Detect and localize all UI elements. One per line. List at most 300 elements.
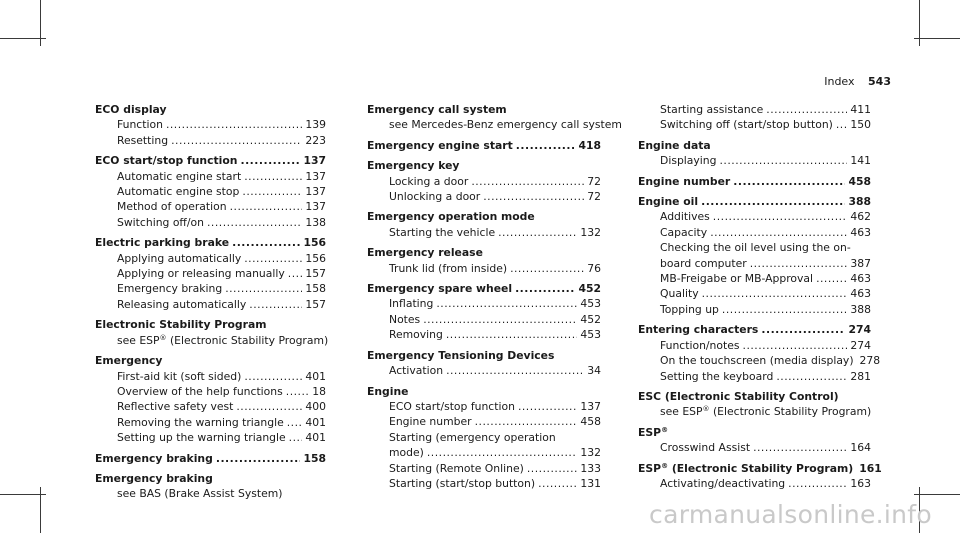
page-ref[interactable]: 156 (305, 251, 326, 265)
index-entry (638, 174, 871, 189)
index-subentry (367, 174, 601, 189)
dot-leader (538, 476, 577, 491)
entry-text: Engine (367, 384, 409, 398)
page-ref[interactable]: 137 (580, 399, 601, 413)
entry-label (117, 415, 284, 430)
page-ref[interactable]: 157 (305, 297, 326, 311)
entry-label (367, 348, 554, 363)
entry-text: Notes (389, 312, 421, 326)
index-subentry (367, 414, 601, 429)
entry-text: Applying or releasing manually (117, 267, 285, 281)
dot-leader (701, 194, 845, 209)
entry-label (638, 138, 711, 153)
entry-text: Quality (660, 287, 699, 301)
page-ref[interactable]: 137 (305, 200, 326, 214)
entry-label (389, 117, 622, 132)
entry-label (117, 281, 222, 296)
entry-label (95, 153, 237, 168)
index-subentry (638, 338, 871, 353)
dot-leader (788, 476, 847, 491)
entry-label (367, 102, 507, 117)
entry-label (95, 317, 267, 332)
page-ref[interactable]: 138 (305, 215, 326, 229)
index-heading (638, 138, 871, 153)
dot-leader (516, 138, 576, 153)
entry-text: Engine data (638, 138, 711, 152)
entry-label (117, 117, 163, 132)
entry-text: MB-Freigabe or MB-Approval (660, 272, 814, 286)
header-label: Index (824, 75, 855, 88)
page-ref[interactable]: 18 (312, 384, 326, 398)
index-subentry (638, 240, 871, 255)
dot-leader (720, 153, 848, 168)
entry-text: Emergency operation mode (367, 210, 535, 224)
page-ref[interactable]: 161 (859, 461, 882, 475)
entry-text: ECO start/stop function (389, 399, 515, 413)
entry-label (660, 353, 854, 368)
entry-text: Method of operation (117, 200, 227, 214)
entry-label (660, 153, 717, 168)
entry-text: Switching off (start/stop button) (660, 118, 833, 132)
dot-leader (743, 338, 848, 353)
entry-label (660, 338, 740, 353)
dot-leader (287, 415, 303, 430)
dot-leader (242, 184, 302, 199)
entry-text: mode) (389, 446, 424, 460)
index-heading (638, 194, 871, 209)
index-subentry (95, 281, 326, 296)
entry-label (389, 363, 443, 378)
entry-text: Emergency Tensioning Devices (367, 348, 555, 362)
index-heading (367, 245, 601, 260)
index-subentry (95, 297, 326, 312)
entry-label (389, 225, 495, 240)
entry-label (367, 158, 459, 173)
dot-leader (713, 209, 848, 224)
index-entry (95, 102, 326, 148)
index-subentry (638, 225, 871, 240)
page-ref[interactable]: 462 (850, 210, 871, 224)
page-ref[interactable]: 278 (859, 354, 881, 368)
index-column-2 (367, 102, 622, 496)
entry-text: Emergency braking (95, 451, 213, 465)
index-subentry (367, 296, 601, 311)
entry-label (117, 169, 241, 184)
index-subentry (367, 312, 601, 327)
index-subentry (638, 369, 871, 384)
page-ref[interactable]: 141 (850, 154, 871, 168)
index-column-3 (638, 102, 882, 496)
index-heading (638, 389, 871, 404)
entry-text: First-aid kit (soft sided) (117, 369, 242, 383)
index-subentry (367, 430, 601, 445)
entry-label (367, 138, 513, 153)
index-entry (95, 153, 326, 230)
page-ref[interactable]: 274 (848, 323, 871, 337)
entry-text: see ESP (660, 405, 703, 419)
index-subentry (638, 271, 871, 286)
index-heading (638, 322, 871, 337)
index-subentry (95, 399, 326, 414)
index-subentry (95, 169, 326, 184)
dot-leader (423, 312, 577, 327)
entry-text: Overview of the help functions (117, 384, 283, 398)
dot-leader (288, 266, 303, 281)
index-subentry (367, 261, 601, 276)
page-ref[interactable]: 418 (578, 138, 601, 152)
page-number: 543 (868, 75, 891, 88)
index-heading (638, 461, 882, 476)
entry-label (660, 476, 785, 491)
index-subentry (95, 486, 326, 501)
page-ref[interactable]: 72 (587, 190, 601, 204)
dot-leader (166, 117, 302, 132)
entry-text: Function/notes (660, 338, 740, 352)
index-subentry (638, 476, 871, 491)
entry-label (367, 384, 409, 399)
index-subentry (95, 199, 326, 214)
dot-leader (483, 189, 584, 204)
entry-text: Automatic engine stop (117, 185, 240, 199)
entry-text: Capacity (660, 225, 708, 239)
entry-text: Setting the keyboard (660, 369, 774, 383)
index-heading (95, 317, 326, 332)
page-ref[interactable]: 139 (305, 118, 326, 132)
index-heading (367, 348, 601, 363)
entry-label (95, 471, 213, 486)
index-subentry (95, 369, 326, 384)
index-entry (367, 384, 601, 492)
index-entry (638, 425, 871, 456)
index-subentry (95, 215, 326, 230)
dot-leader (216, 451, 301, 466)
page-ref[interactable]: 158 (305, 282, 326, 296)
index-entry (638, 461, 882, 492)
page-ref[interactable]: 388 (848, 195, 871, 209)
dot-leader (236, 399, 302, 414)
entry-text: Locking a door (389, 174, 469, 188)
entry-text: Trunk lid (from inside) (389, 261, 508, 275)
index-subentry (95, 333, 329, 348)
index-heading (95, 451, 326, 466)
entry-text: Releasing automatically (117, 297, 247, 311)
entry-label (117, 266, 285, 281)
dot-leader (722, 302, 847, 317)
page-ref[interactable]: 137 (303, 154, 326, 168)
dot-leader (753, 440, 847, 455)
index-subentry (638, 153, 871, 168)
page-ref[interactable]: 132 (580, 225, 601, 239)
index-entry (95, 471, 326, 502)
entry-text: Emergency release (367, 246, 483, 260)
entry-label (117, 430, 286, 445)
entry-text: ESC (Electronic Stability Control) (638, 389, 839, 403)
page-ref[interactable]: 76 (587, 261, 601, 275)
page-ref[interactable]: 388 (850, 302, 871, 316)
page-ref[interactable]: 400 (305, 400, 326, 414)
dot-leader (836, 117, 848, 132)
page-ref[interactable]: 401 (305, 369, 326, 383)
index-entry (638, 194, 871, 317)
entry-text: Electric parking brake (95, 236, 230, 250)
index-entry (95, 235, 326, 312)
index-heading (367, 138, 601, 153)
entry-label (660, 440, 750, 455)
entry-text: Removing the warning triangle (117, 415, 284, 429)
entry-text: Reflective safety vest (117, 400, 234, 414)
index-subentry (638, 440, 871, 455)
page-ref[interactable]: 132 (580, 446, 601, 460)
entry-text: Inflating (389, 297, 434, 311)
page-ref[interactable]: 463 (850, 272, 871, 286)
index-subentry (638, 117, 871, 132)
index-heading (367, 384, 601, 399)
crop-mark (0, 38, 46, 39)
entry-text: Starting (start/stop button) (389, 476, 536, 490)
entry-label (638, 461, 853, 476)
page-ref[interactable]: 163 (850, 476, 871, 490)
index-subentry (638, 353, 881, 368)
page-ref[interactable]: 387 (850, 256, 871, 270)
dot-leader (232, 235, 300, 250)
index-subentry (367, 363, 601, 378)
index-heading (638, 174, 871, 189)
dot-leader (761, 322, 845, 337)
dot-leader (289, 430, 303, 445)
page-ref[interactable]: 452 (580, 312, 601, 326)
entry-label (638, 194, 698, 209)
page-ref[interactable]: 458 (848, 174, 871, 188)
dot-leader (816, 271, 847, 286)
entry-label (660, 117, 833, 132)
entry-label (117, 399, 233, 414)
entry-text: ECO start/stop function (95, 154, 238, 168)
entry-text: Crosswind Assist (660, 441, 751, 455)
entry-label (117, 384, 283, 399)
dot-leader (733, 174, 845, 189)
index-subentry (367, 461, 601, 476)
entry-text: Starting the vehicle (389, 225, 496, 239)
entry-text: Engine number (638, 174, 731, 188)
dot-leader (518, 399, 577, 414)
page-ref[interactable]: 281 (850, 369, 871, 383)
entry-label (95, 353, 162, 368)
index-subentry (95, 117, 326, 132)
entry-text: Emergency braking (95, 471, 213, 485)
index-subentry (638, 102, 871, 117)
entry-text: Emergency (95, 354, 163, 368)
index-entry (367, 348, 601, 379)
page-ref[interactable]: 401 (305, 415, 326, 429)
page-header (824, 75, 891, 88)
crop-mark (919, 0, 920, 46)
dot-leader (286, 384, 309, 399)
index-heading (638, 425, 871, 440)
entry-label (389, 327, 443, 342)
dot-leader (766, 102, 847, 117)
entry-label (660, 256, 747, 271)
entry-label (389, 461, 524, 476)
index-entry (367, 245, 601, 276)
entry-label (117, 215, 204, 230)
entry-text: see BAS (Brake Assist System) (117, 487, 283, 501)
entry-text: ESP (638, 425, 662, 439)
entry-label (660, 209, 710, 224)
index-entry (638, 389, 871, 420)
page-ref[interactable]: 411 (850, 103, 871, 116)
entry-text: Engine oil (638, 195, 699, 209)
entry-label (117, 133, 168, 148)
entry-label (389, 189, 480, 204)
dot-leader (436, 296, 577, 311)
entry-label (660, 240, 851, 255)
dot-leader (515, 281, 575, 296)
dot-leader (702, 286, 848, 301)
index-entry (95, 451, 326, 466)
registered-mark: ® (702, 405, 710, 414)
page-ref[interactable]: 157 (305, 267, 326, 281)
entry-text: Activating/deactivating (660, 476, 786, 490)
entry-label (660, 369, 773, 384)
entry-text-tail: (Electronic Stability Program) (709, 405, 872, 419)
page-ref[interactable]: 401 (305, 431, 326, 445)
entry-text: ECO display (95, 103, 167, 116)
entry-label (389, 414, 472, 429)
page-ref[interactable]: 156 (303, 236, 326, 250)
crop-mark (914, 494, 960, 495)
dot-leader (207, 215, 302, 230)
entry-text: ESP (638, 461, 662, 475)
dot-leader (510, 261, 584, 276)
index-entry (367, 209, 601, 240)
page-ref[interactable]: 158 (303, 451, 326, 465)
entry-label (389, 174, 468, 189)
entry-label (660, 302, 719, 317)
dot-leader (171, 133, 302, 148)
index-subentry (367, 476, 601, 491)
index-entry (638, 102, 871, 133)
index-subentry (95, 384, 326, 399)
index-heading (367, 158, 601, 173)
entry-text: On the touchscreen (media display) (660, 354, 854, 368)
entry-text: Emergency call system (367, 103, 507, 116)
dot-leader (498, 225, 577, 240)
index-entry (95, 317, 329, 348)
dot-leader (527, 461, 578, 476)
dot-leader (230, 199, 303, 214)
entry-label (660, 225, 707, 240)
index-heading (367, 102, 601, 117)
index-entry (95, 353, 326, 445)
entry-text: Engine number (389, 415, 472, 429)
index-column-1 (95, 102, 329, 507)
page-ref[interactable]: 72 (587, 174, 601, 188)
entry-text: see Mercedes-Benz emergency call system (389, 118, 622, 132)
entry-label (638, 389, 839, 404)
index-subentry (367, 327, 601, 342)
entry-label (95, 102, 167, 117)
page-ref[interactable]: 137 (305, 185, 326, 199)
page-ref[interactable]: 453 (580, 297, 601, 311)
entry-text: Emergency braking (117, 282, 223, 296)
page-ref[interactable]: 150 (850, 118, 871, 132)
crop-mark (0, 494, 46, 495)
registered-mark: ® (661, 425, 669, 434)
page-ref[interactable]: 453 (580, 328, 601, 342)
entry-text: Activation (389, 364, 444, 378)
page-ref[interactable]: 133 (580, 461, 601, 475)
entry-text: Starting (emergency operation (389, 430, 556, 444)
index-heading (95, 153, 326, 168)
index-subentry (367, 189, 601, 204)
index-heading (367, 209, 601, 224)
entry-label (389, 445, 424, 460)
dot-leader (750, 256, 848, 271)
dot-leader (710, 225, 847, 240)
dot-leader (475, 414, 578, 429)
entry-label (660, 102, 763, 117)
page-ref[interactable]: 452 (578, 282, 601, 296)
entry-label (367, 245, 483, 260)
entry-label (117, 251, 241, 266)
dot-leader (249, 297, 302, 312)
registered-mark: ® (159, 333, 167, 342)
dot-leader (225, 281, 302, 296)
page-ref[interactable]: 458 (580, 415, 601, 429)
dot-leader (244, 251, 302, 266)
entry-label (367, 209, 535, 224)
entry-label (389, 399, 515, 414)
entry-label (660, 404, 871, 419)
page-ref[interactable]: 274 (850, 338, 871, 352)
entry-text: Topping up (660, 302, 719, 316)
index-subentry (638, 404, 871, 419)
page-ref[interactable]: 463 (850, 287, 871, 301)
dot-leader (446, 327, 578, 342)
entry-text: Removing (389, 328, 443, 342)
dot-leader (446, 363, 584, 378)
index-subentry (95, 251, 326, 266)
page-ref[interactable]: 34 (587, 364, 601, 378)
entry-text: Displaying (660, 154, 717, 168)
entry-label (95, 235, 229, 250)
index-subentry (638, 302, 871, 317)
index-subentry (95, 415, 326, 430)
page-ref[interactable]: 137 (305, 169, 326, 183)
entry-text: Checking the oil level using the on- (660, 241, 851, 255)
crop-mark (914, 38, 960, 39)
entry-text: Starting (Remote Online) (389, 461, 524, 475)
entry-label (389, 296, 433, 311)
page-ref[interactable]: 164 (850, 441, 871, 455)
entry-label (389, 430, 556, 445)
index-entry (638, 138, 871, 169)
page-ref[interactable]: 131 (580, 476, 601, 490)
index-subentry (95, 184, 326, 199)
entry-label (95, 451, 213, 466)
page-ref[interactable]: 223 (305, 133, 326, 147)
entry-label (660, 271, 813, 286)
entry-text: Automatic engine start (117, 169, 242, 183)
entry-text-tail: (Electronic Stability Program) (166, 333, 329, 347)
entry-label (389, 261, 507, 276)
index-subentry (367, 225, 601, 240)
page-ref[interactable]: 463 (850, 225, 871, 239)
registered-mark: ® (661, 461, 669, 470)
index-subentry (95, 266, 326, 281)
entry-text: Applying automatically (117, 251, 242, 265)
entry-text: see ESP (117, 333, 160, 347)
